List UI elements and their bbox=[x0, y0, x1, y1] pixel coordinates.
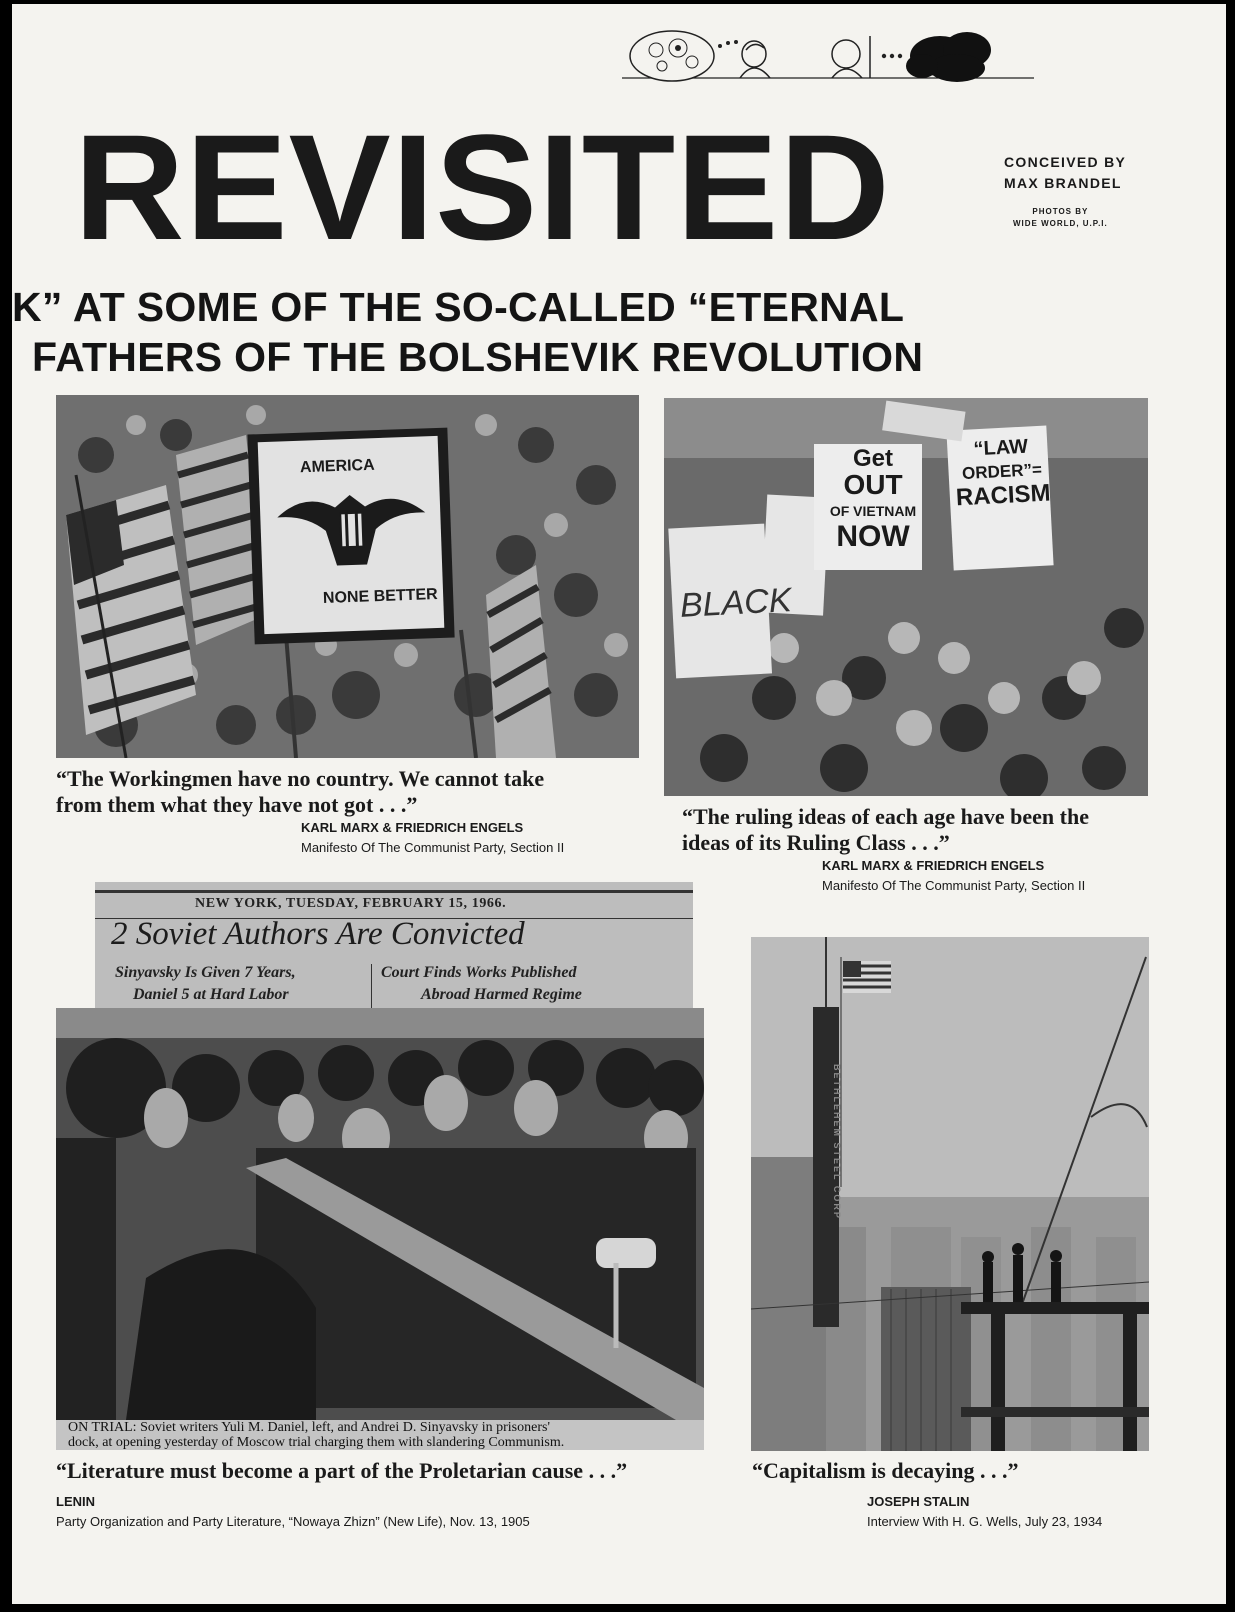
photo-credit bbox=[1013, 206, 1108, 230]
credit-name: MAX BRANDEL bbox=[1004, 175, 1122, 191]
page-title: REVISITED bbox=[74, 103, 891, 271]
headline-line: FATHERS OF THE BOLSHEVIK REVOLUTION bbox=[32, 334, 924, 380]
subhead-line: Sinyavsky Is Given 7 Years, bbox=[115, 964, 296, 981]
sign-line: ORDER”= bbox=[961, 459, 1043, 484]
american-flag-icon bbox=[843, 961, 891, 993]
headline bbox=[12, 282, 923, 382]
sign-line: OF VIETNAM bbox=[829, 503, 917, 519]
quote-capitalism: “Capitalism is decaying . . .” bbox=[752, 1458, 1019, 1483]
protest-sign-racism bbox=[950, 433, 1054, 510]
quote-line: “The Workingmen have no country. We cannot take bbox=[56, 766, 545, 791]
credit-block bbox=[1004, 152, 1126, 194]
caption-line: ON TRIAL: Soviet writers Yuli M. Daniel, left, and Andrei D. Sinyavsky in prisoners' bbox=[68, 1420, 550, 1435]
author-name: KARL MARX & FRIEDRICH ENGELS bbox=[301, 820, 524, 835]
sign-text-top: AMERICA bbox=[299, 456, 375, 477]
author-name: LENIN bbox=[56, 1494, 95, 1509]
source-title: Manifesto Of The Communist Party, Section II bbox=[301, 840, 565, 855]
attribution-workingmen bbox=[301, 818, 564, 858]
author-name: KARL MARX & FRIEDRICH ENGELS bbox=[822, 858, 1045, 873]
headline-line: K” AT SOME OF THE SO-CALLED “ETERNAL bbox=[12, 284, 905, 330]
subhead-line: Abroad Harmed Regime bbox=[421, 986, 582, 1003]
newspaper-clipping bbox=[95, 882, 693, 1022]
caption-line: dock, at opening yesterday of Moscow trial charging them with slandering Communism. bbox=[68, 1435, 565, 1450]
clipping-subhead-left bbox=[115, 962, 296, 1006]
cartoon-strip-icon bbox=[622, 26, 1062, 96]
protest-sign-black: BLACK bbox=[679, 581, 793, 625]
rally-photo bbox=[56, 395, 639, 758]
sign-line: OUT bbox=[843, 469, 903, 500]
trial-photo bbox=[56, 1008, 704, 1420]
sign-line: RACISM bbox=[955, 479, 1052, 512]
sign-line: Get bbox=[852, 445, 893, 472]
attribution-literature bbox=[56, 1492, 530, 1532]
credit-line: CONCEIVED BY bbox=[1004, 154, 1127, 170]
quote-line: from them what they have not got . . .” bbox=[56, 792, 418, 817]
trial-photo-caption bbox=[68, 1420, 708, 1450]
quote-literature: “Literature must become a part of the Proletarian cause . . .” bbox=[56, 1458, 628, 1483]
quote-ruling-ideas bbox=[682, 804, 1222, 856]
quote-line: “The ruling ideas of each age have been the bbox=[682, 804, 1089, 829]
subhead-line: Court Finds Works Published bbox=[381, 964, 577, 981]
clipping-headline: 2 Soviet Authors Are Convicted bbox=[111, 916, 525, 952]
magazine-page bbox=[12, 4, 1226, 1604]
source-title: Interview With H. G. Wells, July 23, 1934 bbox=[867, 1514, 1103, 1529]
attribution-ruling-ideas bbox=[822, 856, 1085, 896]
beam-label: BETHLEHEM STEEL CORP bbox=[832, 1064, 842, 1220]
sign-line: “LAW bbox=[972, 435, 1029, 461]
subhead-line: Daniel 5 at Hard Labor bbox=[133, 986, 289, 1003]
clipping-subhead-right bbox=[381, 962, 582, 1006]
photo-credit-label: PHOTOS BY bbox=[1032, 207, 1089, 216]
steelworkers-photo bbox=[751, 937, 1149, 1451]
author-name: JOSEPH STALIN bbox=[867, 1494, 970, 1509]
protest-sign-vietnam bbox=[820, 445, 926, 553]
attribution-capitalism bbox=[867, 1492, 1102, 1532]
quote-workingmen bbox=[56, 766, 646, 818]
sign-text-bottom: NONE BETTER bbox=[322, 586, 438, 607]
photo-credit-source: WIDE WORLD, U.P.I. bbox=[1013, 219, 1108, 228]
quote-line: ideas of its Ruling Class . . .” bbox=[682, 830, 950, 855]
source-title: Party Organization and Party Literature, “Nowaya Zhizn” (New Life), Nov. 13, 1905 bbox=[56, 1514, 530, 1529]
clipping-dateline: NEW YORK, TUESDAY, FEBRUARY 15, 1966. bbox=[195, 896, 507, 911]
source-title: Manifesto Of The Communist Party, Section II bbox=[822, 878, 1086, 893]
sign-line: NOW bbox=[836, 520, 910, 553]
